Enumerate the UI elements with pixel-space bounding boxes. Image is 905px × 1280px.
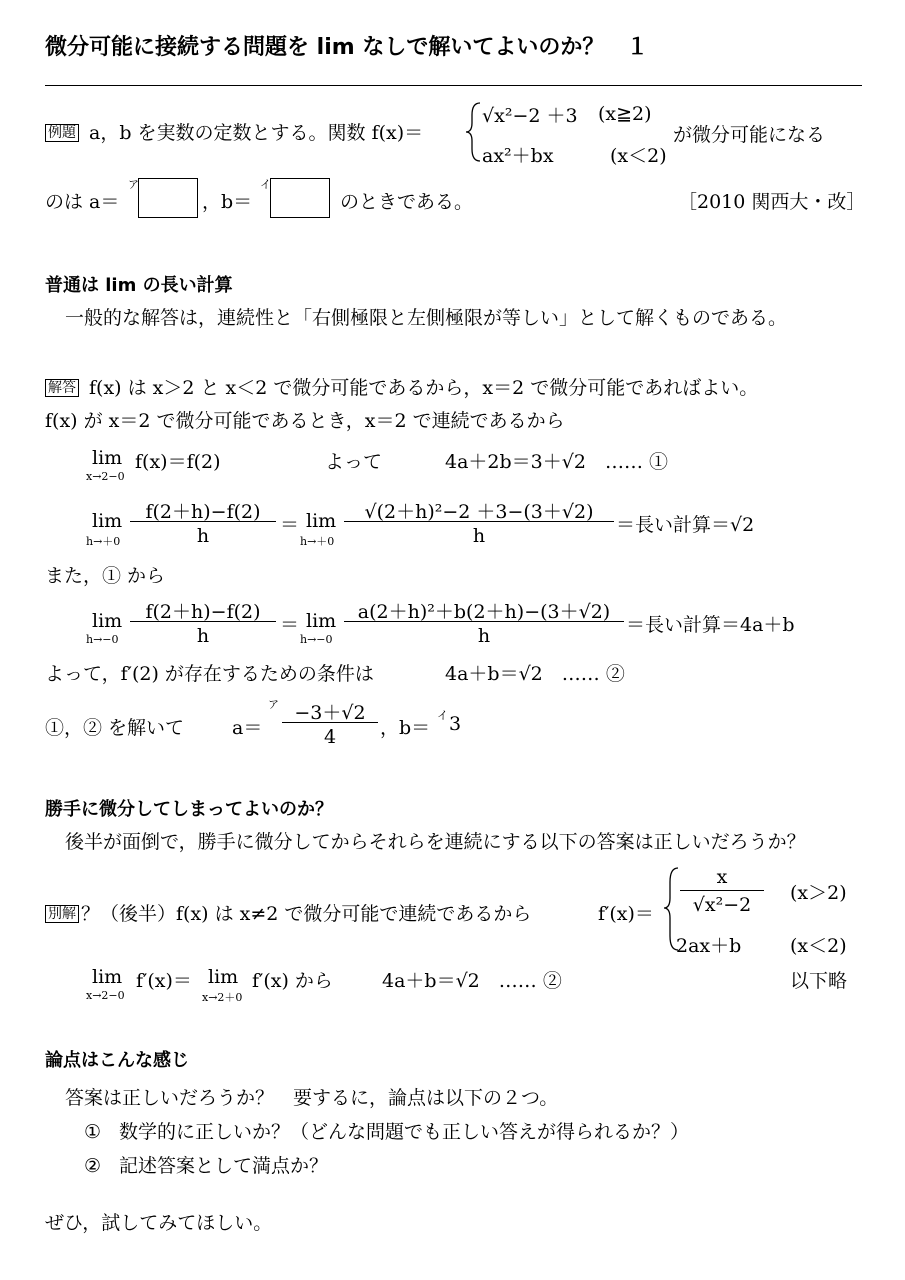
alt-lim-body: f′(x)＝ — [136, 970, 192, 992]
eq3-lim2: lim — [306, 610, 337, 632]
answer-a-fracbar — [282, 722, 378, 723]
mark-b: イ — [260, 178, 271, 191]
eq2-den: h — [196, 525, 210, 547]
eq1-yotte: よって — [325, 451, 383, 473]
eq2-equals: ＝ — [280, 514, 300, 536]
alt-lim1-sub: x→2−0 — [86, 989, 125, 1002]
alt-eq: 4a＋b＝√2 …… ② — [382, 970, 562, 992]
condition-text: よって，f′(2) が存在するための条件は — [45, 663, 374, 685]
eq3-lim: lim — [92, 610, 123, 632]
alt-omit: 以下略 — [790, 970, 848, 992]
also-text: また，① から — [45, 565, 166, 587]
example-line-2-tail: のときである。 — [340, 191, 474, 213]
alt-c2-cond: (x＜2) — [790, 935, 847, 957]
eq2-sub: h→＋0 — [86, 535, 121, 548]
alt-lim1: lim — [92, 966, 123, 988]
answer-b-label: ，b＝ — [380, 717, 431, 739]
title-rule — [45, 85, 862, 86]
solution-line-2: f(x) が x＝2 で微分可能であるとき，x＝2 で連続であるから — [45, 410, 565, 432]
case1: √x²−2 ＋3 — [482, 105, 578, 127]
alt-lim-tail: f′(x) から — [252, 970, 333, 992]
alt-c1-fracbar — [680, 890, 764, 891]
page-title: 微分可能に接続する問題を lim なしで解いてよいのか？ １ — [45, 35, 649, 60]
eq1-lim: lim — [92, 447, 123, 469]
alt-line-1: 別解 ？（後半）f(x) は x≠2 で微分可能で連続であるから — [45, 899, 531, 926]
case2-cond: (x＜2) — [610, 145, 667, 167]
eq3-num2: a(2＋h)²＋b(2＋h)−(3＋√2) — [357, 601, 611, 623]
eq1-body: f(x)＝f(2) — [135, 451, 221, 473]
eq2-lim: lim — [92, 510, 123, 532]
section2-heading: 勝手に微分してしまってよいのか？ — [45, 799, 333, 820]
eq3-tail: ＝長い計算＝4a＋b — [626, 614, 795, 636]
answer-b-val: 3 — [449, 713, 462, 735]
eq1-result: 4a＋2b＝3＋√2 …… ① — [445, 451, 668, 473]
solve-text: ①，② を解いて — [45, 717, 185, 739]
eq3-den2: h — [477, 625, 491, 647]
eq2-fracbar — [130, 521, 276, 522]
example-line-2-a: のは a＝ — [45, 191, 120, 213]
point-item-1: ① 数学的に正しいか？（どんな問題でも正しい答えが得られるか？） — [84, 1121, 690, 1143]
section3-intro: 答案は正しいだろうか？ 要するに，論点は以下の２つ。 — [65, 1087, 559, 1109]
alt-c1-num: x — [716, 866, 728, 888]
example-tail: が微分可能になる — [673, 124, 826, 146]
answer-a-label: a＝ — [232, 717, 263, 739]
mark-a: ア — [128, 178, 139, 191]
solution-line-1: 解答 f(x) は x＞2 と x＜2 で微分可能であるから，x＝2 で微分可能であればよい。 — [45, 373, 758, 400]
eq2-num: f(2＋h)−f(2) — [145, 501, 261, 523]
alt-c1-cond: (x＞2) — [790, 882, 847, 904]
condition-eq: 4a＋b＝√2 …… ② — [445, 663, 625, 685]
alt-c2: 2ax＋b — [676, 935, 742, 957]
example-line-1 — [45, 118, 423, 145]
section3-heading: 論点はこんな感じ — [45, 1050, 189, 1071]
alt-c1-den: √x²−2 — [692, 894, 752, 916]
alt-lim2-sub: x→2＋0 — [202, 991, 243, 1004]
answer-a-den: 4 — [323, 726, 337, 748]
eq2-den2: h — [472, 525, 486, 547]
eq3-num: f(2＋h)−f(2) — [145, 601, 261, 623]
eq3-equals: ＝ — [280, 614, 300, 636]
answer-box-a[interactable] — [138, 178, 198, 218]
answer-box-b[interactable] — [270, 178, 330, 218]
section1-intro: 一般的な解答は，連続性と「右側極限と左側極限が等しい」として解くものである。 — [65, 307, 788, 329]
example-line-2-b: ，b＝ — [202, 191, 253, 213]
section2-intro: 後半が面倒で，勝手に微分してからそれらを連続にする以下の答案は正しいだろうか？ — [65, 831, 806, 853]
closing-text: ぜひ，試してみてほしい。 — [45, 1212, 273, 1234]
example-tag: 例題 — [45, 124, 79, 142]
answer-mark-b: イ — [437, 709, 448, 722]
example-text: a，b を実数の定数とする。関数 f(x)＝ — [89, 122, 424, 144]
eq3-den: h — [196, 625, 210, 647]
section1-heading: 普通は lim の長い計算 — [45, 275, 233, 296]
eq3-fracbar2 — [344, 621, 624, 622]
fprime-label: f′(x)＝ — [598, 903, 654, 925]
eq2-sub2: h→＋0 — [300, 535, 335, 548]
eq3-fracbar — [130, 621, 276, 622]
alt-tag: 別解 — [45, 905, 79, 923]
answer-a-num: −3＋√2 — [294, 702, 366, 724]
answer-mark-a: ア — [268, 698, 279, 711]
case1-cond: (x≧2) — [598, 103, 652, 125]
eq2-lim2: lim — [306, 510, 337, 532]
eq2-fracbar2 — [344, 521, 614, 522]
solution-tag: 解答 — [45, 379, 79, 397]
eq1-sub: x→2−0 — [86, 470, 125, 483]
eq3-sub2: h→−0 — [300, 633, 333, 646]
point-item-2: ② 記述答案として満点か？ — [84, 1155, 329, 1177]
problem-source: ［2010 関西大・改］ — [678, 191, 866, 213]
alt-lim2: lim — [208, 966, 239, 988]
eq2-num2: √(2＋h)²−2 ＋3−(3＋√2) — [364, 501, 594, 523]
case2: ax²＋bx — [482, 145, 554, 167]
eq3-sub: h→−0 — [86, 633, 119, 646]
eq2-tail: ＝長い計算＝√2 — [616, 514, 755, 536]
